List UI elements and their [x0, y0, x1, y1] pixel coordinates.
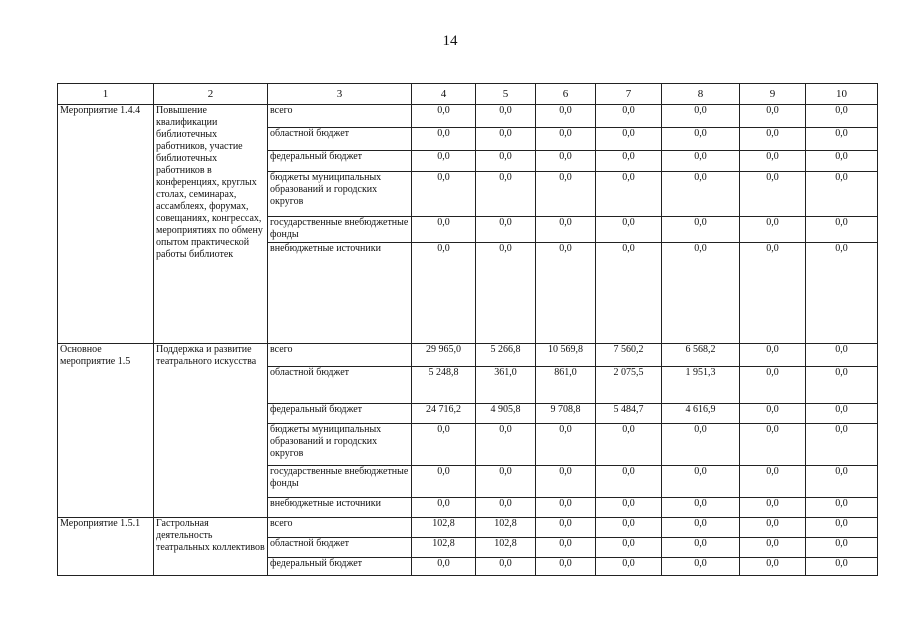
funding-source: бюджеты муниципальных образований и городских округов	[268, 172, 412, 217]
amount-cell: 0,0	[412, 151, 476, 172]
amount-cell: 0,0	[412, 498, 476, 518]
amount-cell: 0,0	[740, 105, 806, 128]
amount-cell: 0,0	[740, 466, 806, 498]
amount-cell: 0,0	[536, 128, 596, 151]
amount-cell: 0,0	[596, 172, 662, 217]
amount-cell: 0,0	[662, 151, 740, 172]
amount-cell: 5 266,8	[476, 344, 536, 367]
amount-cell: 0,0	[740, 367, 806, 404]
amount-cell: 0,0	[806, 128, 878, 151]
funding-source: всего	[268, 518, 412, 538]
amount-cell: 0,0	[662, 538, 740, 558]
amount-cell: 0,0	[806, 243, 878, 344]
amount-cell: 0,0	[806, 558, 878, 576]
amount-cell: 0,0	[662, 105, 740, 128]
amount-cell: 0,0	[806, 151, 878, 172]
amount-cell: 0,0	[536, 243, 596, 344]
amount-cell: 0,0	[412, 466, 476, 498]
amount-cell: 0,0	[476, 217, 536, 243]
amount-cell: 0,0	[476, 466, 536, 498]
amount-cell: 7 560,2	[596, 344, 662, 367]
amount-cell: 0,0	[596, 243, 662, 344]
column-header: 5	[476, 84, 536, 105]
column-header: 4	[412, 84, 476, 105]
amount-cell: 0,0	[476, 172, 536, 217]
amount-cell: 0,0	[536, 105, 596, 128]
amount-cell: 0,0	[740, 151, 806, 172]
amount-cell: 0,0	[536, 538, 596, 558]
column-header: 10	[806, 84, 878, 105]
event-description: Гастрольная деятельность театральных коллективов	[154, 518, 268, 576]
amount-cell: 0,0	[596, 424, 662, 466]
amount-cell: 1 951,3	[662, 367, 740, 404]
amount-cell: 0,0	[806, 466, 878, 498]
amount-cell: 0,0	[806, 424, 878, 466]
amount-cell: 0,0	[806, 404, 878, 424]
amount-cell: 0,0	[476, 424, 536, 466]
table-row	[58, 105, 878, 128]
amount-cell: 29 965,0	[412, 344, 476, 367]
table-row	[58, 518, 878, 538]
amount-cell: 0,0	[740, 558, 806, 576]
event-id: Основное мероприятие 1.5	[58, 344, 154, 518]
amount-cell: 0,0	[476, 128, 536, 151]
event-id: Мероприятие 1.4.4	[58, 105, 154, 344]
amount-cell: 0,0	[806, 217, 878, 243]
amount-cell: 4 905,8	[476, 404, 536, 424]
amount-cell: 0,0	[740, 424, 806, 466]
amount-cell: 0,0	[596, 518, 662, 538]
amount-cell: 0,0	[662, 558, 740, 576]
amount-cell: 0,0	[412, 217, 476, 243]
amount-cell: 0,0	[806, 105, 878, 128]
amount-cell: 0,0	[806, 172, 878, 217]
amount-cell: 0,0	[740, 217, 806, 243]
amount-cell: 102,8	[412, 538, 476, 558]
amount-cell: 0,0	[596, 538, 662, 558]
funding-source: федеральный бюджет	[268, 558, 412, 576]
amount-cell: 2 075,5	[596, 367, 662, 404]
funding-source: государственные внебюджетные фонды	[268, 466, 412, 498]
amount-cell: 0,0	[476, 498, 536, 518]
amount-cell: 0,0	[806, 518, 878, 538]
amount-cell: 0,0	[596, 217, 662, 243]
funding-source: внебюджетные источники	[268, 243, 412, 344]
amount-cell: 0,0	[662, 466, 740, 498]
funding-source: областной бюджет	[268, 538, 412, 558]
funding-source: всего	[268, 105, 412, 128]
event-description: Повышение квалификации библиотечных работников, участие библиотечных работников в конференциях, круглых столах, семинарах, ассамблеях, форумах, совещаниях, конгрессах, мероприятиях по обмену опытом практической работы библиотек	[154, 105, 268, 344]
amount-cell: 0,0	[662, 243, 740, 344]
column-header: 3	[268, 84, 412, 105]
amount-cell: 861,0	[536, 367, 596, 404]
amount-cell: 10 569,8	[536, 344, 596, 367]
amount-cell: 0,0	[536, 518, 596, 538]
funding-source: федеральный бюджет	[268, 151, 412, 172]
amount-cell: 0,0	[476, 151, 536, 172]
amount-cell: 0,0	[536, 466, 596, 498]
funding-source: областной бюджет	[268, 367, 412, 404]
amount-cell: 9 708,8	[536, 404, 596, 424]
amount-cell: 0,0	[806, 538, 878, 558]
amount-cell: 0,0	[806, 367, 878, 404]
budget-table	[57, 83, 878, 576]
amount-cell: 102,8	[412, 518, 476, 538]
column-header: 6	[536, 84, 596, 105]
amount-cell: 0,0	[412, 243, 476, 344]
column-header: 7	[596, 84, 662, 105]
funding-source: федеральный бюджет	[268, 404, 412, 424]
amount-cell: 0,0	[476, 558, 536, 576]
amount-cell: 0,0	[740, 538, 806, 558]
amount-cell: 5 484,7	[596, 404, 662, 424]
funding-source: государственные внебюджетные фонды	[268, 217, 412, 243]
amount-cell: 5 248,8	[412, 367, 476, 404]
amount-cell: 0,0	[536, 424, 596, 466]
amount-cell: 361,0	[476, 367, 536, 404]
amount-cell: 0,0	[536, 172, 596, 217]
amount-cell: 0,0	[740, 404, 806, 424]
amount-cell: 0,0	[596, 466, 662, 498]
amount-cell: 0,0	[476, 243, 536, 344]
amount-cell: 0,0	[596, 105, 662, 128]
column-header: 8	[662, 84, 740, 105]
amount-cell: 0,0	[412, 105, 476, 128]
funding-source: бюджеты муниципальных образований и городских округов	[268, 424, 412, 466]
amount-cell: 0,0	[596, 498, 662, 518]
column-header: 9	[740, 84, 806, 105]
funding-source: всего	[268, 344, 412, 367]
amount-cell: 0,0	[596, 151, 662, 172]
column-header: 1	[58, 84, 154, 105]
amount-cell: 6 568,2	[662, 344, 740, 367]
amount-cell: 0,0	[662, 217, 740, 243]
amount-cell: 0,0	[662, 498, 740, 518]
amount-cell: 0,0	[536, 151, 596, 172]
amount-cell: 0,0	[412, 172, 476, 217]
amount-cell: 0,0	[806, 344, 878, 367]
table-row	[58, 344, 878, 367]
page-number: 14	[442, 33, 458, 49]
amount-cell: 0,0	[806, 498, 878, 518]
header-row	[58, 84, 878, 105]
amount-cell: 0,0	[476, 105, 536, 128]
amount-cell: 0,0	[740, 172, 806, 217]
amount-cell: 0,0	[536, 498, 596, 518]
table-body	[58, 105, 878, 576]
amount-cell: 0,0	[536, 558, 596, 576]
amount-cell: 24 716,2	[412, 404, 476, 424]
amount-cell: 0,0	[412, 424, 476, 466]
funding-source: внебюджетные источники	[268, 498, 412, 518]
amount-cell: 0,0	[662, 518, 740, 538]
amount-cell: 0,0	[536, 217, 596, 243]
amount-cell: 0,0	[412, 558, 476, 576]
funding-source: областной бюджет	[268, 128, 412, 151]
amount-cell: 0,0	[662, 128, 740, 151]
event-description: Поддержка и развитие театрального искусства	[154, 344, 268, 518]
amount-cell: 0,0	[662, 424, 740, 466]
amount-cell: 0,0	[740, 498, 806, 518]
amount-cell: 0,0	[740, 243, 806, 344]
amount-cell: 0,0	[740, 518, 806, 538]
amount-cell: 102,8	[476, 538, 536, 558]
amount-cell: 0,0	[662, 172, 740, 217]
amount-cell: 0,0	[740, 128, 806, 151]
event-id: Мероприятие 1.5.1	[58, 518, 154, 576]
amount-cell: 0,0	[596, 128, 662, 151]
amount-cell: 0,0	[412, 128, 476, 151]
amount-cell: 0,0	[740, 344, 806, 367]
amount-cell: 4 616,9	[662, 404, 740, 424]
column-header: 2	[154, 84, 268, 105]
amount-cell: 102,8	[476, 518, 536, 538]
amount-cell: 0,0	[596, 558, 662, 576]
